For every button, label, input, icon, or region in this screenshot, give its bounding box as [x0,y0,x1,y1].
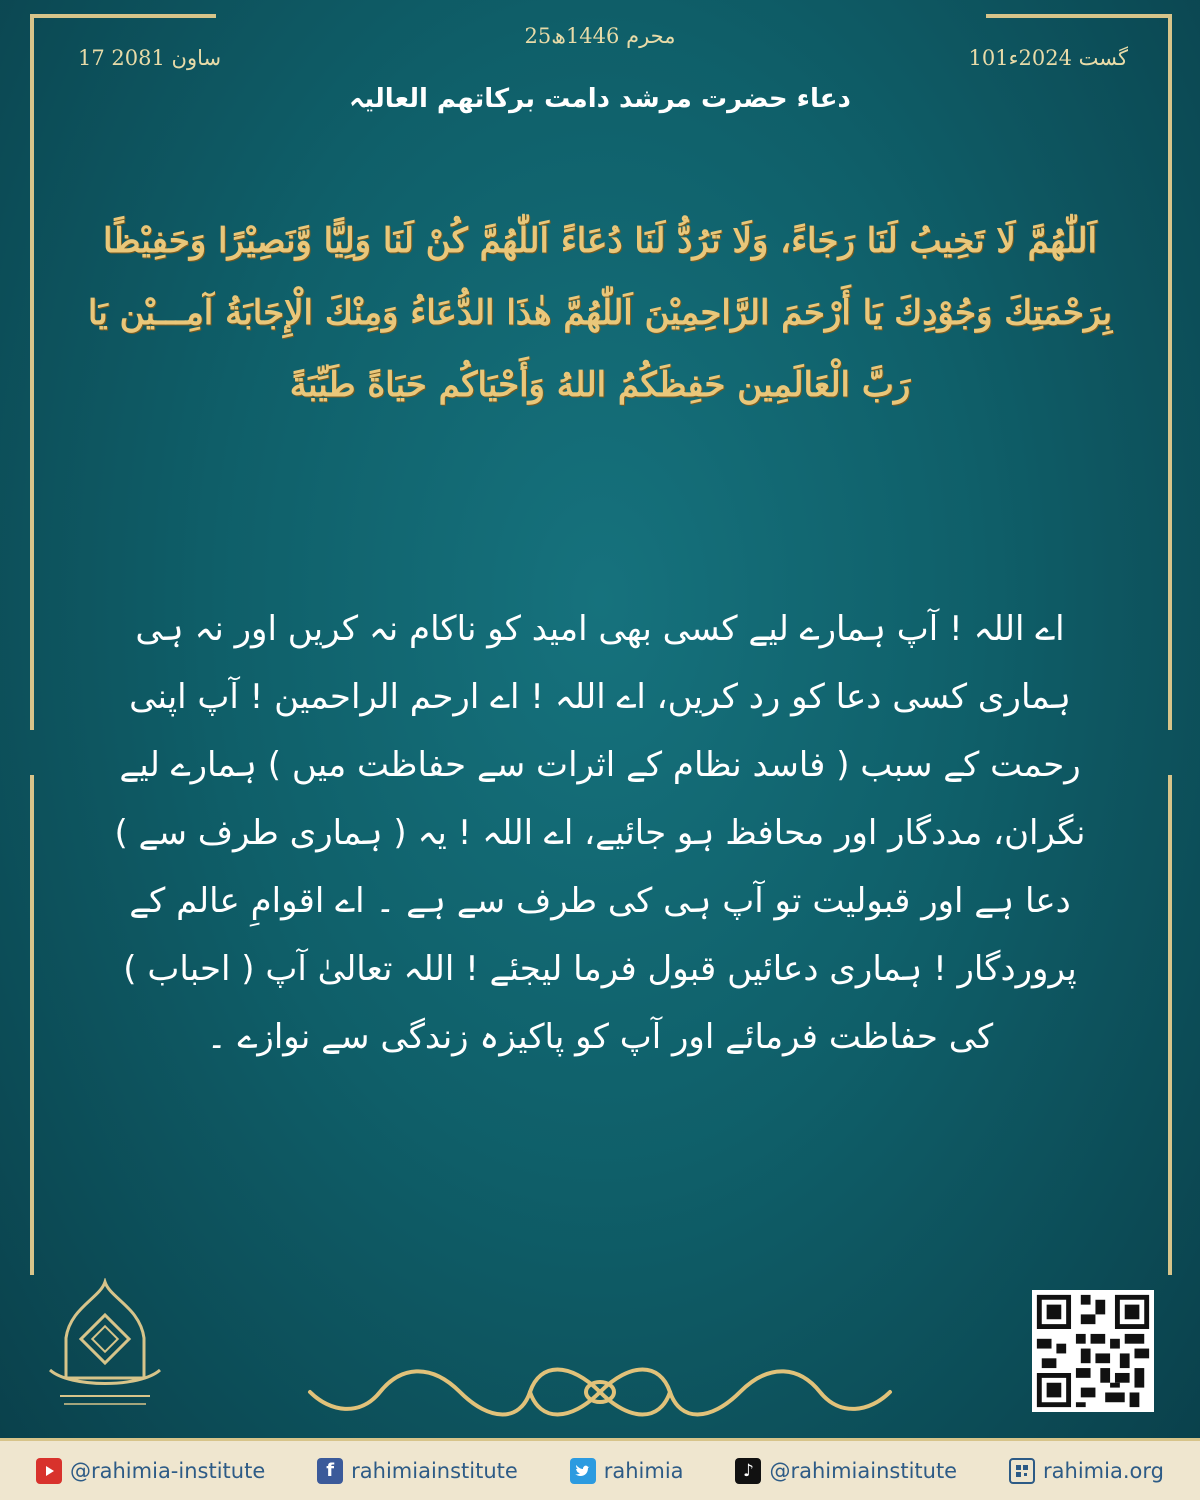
website-url: rahimia.org [1043,1458,1164,1483]
frame-top-left [30,14,216,18]
youtube-icon [36,1458,62,1484]
youtube-handle: @rahimia-institute [70,1458,266,1483]
page-title: دعاء حضرت مرشد دامت برکاتھم العالیہ [349,84,851,114]
youtube-link[interactable] [36,1458,265,1484]
twitter-handle: rahimia [603,1458,684,1483]
frame-left-upper [30,14,34,730]
facebook-handle: rahimiainstitute [351,1458,518,1483]
gregorian-date: 101گست 2024ء [968,46,1128,70]
arabic-dua-text: اَللّٰهُمَّ لَا تَخِيبُ لَنَا رَجَاءً، وَلَا تَرُدُّ لَنَا دُعَاءً اَللّٰهُمَّ كُنْ لَنَا وَلِيًّا وَّنَصِيْرًا وَحَفِيْظًا بِرَحْمَتِكَ وَجُوْدِكَ يَا أَرْحَمَ الرَّاحِمِيْنَ اَللّٰهُمَّ هٰذَا الدُّعَاءُ وَمِنْكَ الْإِجَابَةُ آمِـــيْن يَا رَبَّ الْعَالَمِين حَفِظَكُمُ اللهُ وَأَحْيَاكُم حَيَاةً طَيِّبَةً [87,221,1113,405]
facebook-link[interactable] [317,1458,518,1484]
website-icon [1009,1458,1035,1484]
frame-left-lower [30,775,34,1275]
frame-right-upper [1168,14,1172,730]
hijri-date: 25محرم 1446ھ [524,24,676,48]
footer-bar [0,1438,1200,1500]
frame-top-right [986,14,1172,18]
frame-right-lower [1168,775,1172,1275]
twitter-link[interactable] [570,1458,684,1484]
bikrami-date: 17 ساون 2081 [78,46,222,70]
website-link[interactable] [1009,1458,1164,1484]
tiktok-link[interactable] [735,1458,957,1484]
twitter-icon [570,1458,596,1484]
tiktok-handle: @rahimiainstitute [769,1458,958,1483]
ornament-divider-icon [300,1362,900,1422]
facebook-icon: f [317,1458,343,1484]
urdu-translation-text: اے اللہ ! آپ ہمارے لیے کسی بھی امید کو ناکام نہ کریں اور نہ ہی ہماری کسی دعا کو رد کریں، اے اللہ ! اے ارحم الراحمین ! آپ اپنی رحمت کے سبب ( فاسد نظام کے اثرات سے حفاظت میں ) ہمارے لیے نگران، مددگار اور محافظ ہو جائیے، اے اللہ ! یہ ( ہماری طرف سے ) دعا ہے اور قبولیت تو آپ ہی کی طرف سے ہے ۔ اے اقوامِ عالم کے پروردگار ! ہماری دعائیں قبول فرما لیجئے ! اللہ تعالیٰ آپ ( احباب ) کی حفاظت فرمائے اور آپ کو پاکیزہ زندگی سے نوازے ۔ [114,609,1086,1057]
tiktok-icon: ♪ [735,1458,761,1484]
qr-code-icon[interactable] [1032,1290,1154,1412]
logo-emblem-icon [40,1278,170,1416]
